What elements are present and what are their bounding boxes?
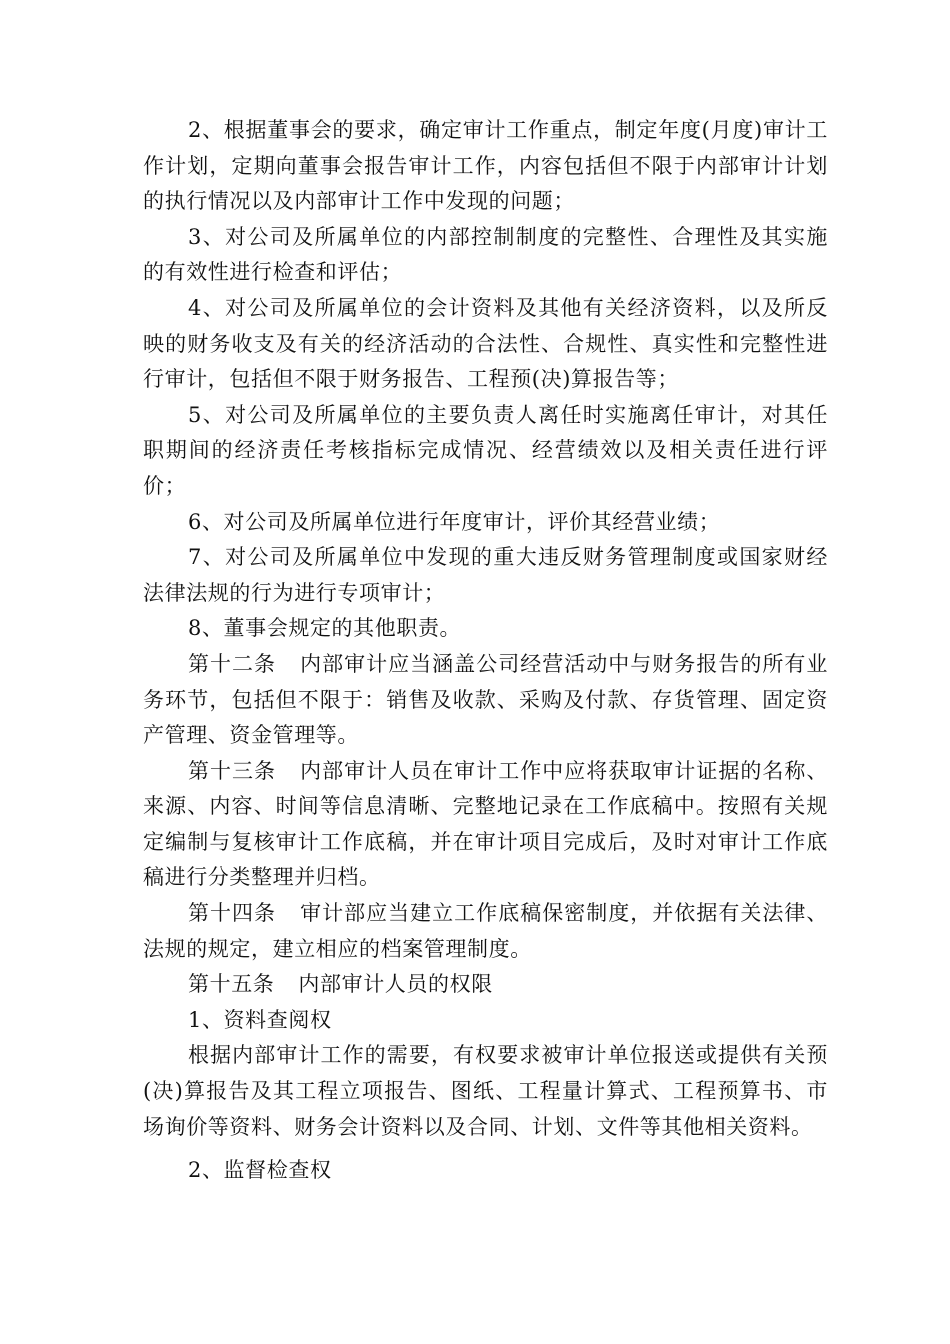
article-14-title: 第十四条 <box>188 901 277 926</box>
article-12 <box>143 647 828 754</box>
power-item-1-description: 根据内部审计工作的需要，有权要求被审计单位报送或提供有关预(决)算报告及其工程立项报告、图纸、工程量计算式、工程预算书、市场询价等资料、财务会计资料以及合同、计划、文件等其他相关资料。 <box>143 1043 828 1139</box>
article-13-text: 内部审计人员在审计工作中应将获取审计证据的名称、来源、内容、时间等信息清晰、完整地记录在工作底稿中。按照有关规定编制与复核审计工作底稿，并在审计项目完成后，及时对审计工作底稿进行分类整理并归档。 <box>143 758 828 890</box>
article-12-text: 内部审计应当涵盖公司经营活动中与财务报告的所有业务环节，包括但不限于：销售及收款、采购及付款、存货管理、固定资产管理、资金管理等。 <box>143 651 828 748</box>
article-15 <box>143 967 828 1003</box>
article-15-title: 第十五条 <box>188 972 275 997</box>
power-item-2-heading: 2、监督检查权 <box>188 1158 332 1183</box>
duty-item-7: 7、对公司及所属单位中发现的重大违反财务管理制度或国家财经法律法规的行为进行专项审计； <box>143 545 828 605</box>
duty-item-4: 4、对公司及所属单位的会计资料及其他有关经济资料，以及所反映的财务收支及有关的经济活动的合法性、合规性、真实性和完整性进行审计，包括但不限于财务报告、工程预(决)算报告等； <box>143 295 828 392</box>
article-13-title: 第十三条 <box>188 758 277 783</box>
article-14-text: 审计部应当建立工作底稿保密制度，并依据有关法律、法规的规定，建立相应的档案管理制度。 <box>143 901 828 961</box>
duty-item-5: 5、对公司及所属单位的主要负责人离任时实施离任审计，对其任职期间的经济责任考核指标完成情况、经营绩效以及相关责任进行评价； <box>143 402 828 498</box>
duty-item-6: 6、对公司及所属单位进行年度审计，评价其经营业绩； <box>188 509 721 534</box>
article-15-text: 内部审计人员的权限 <box>298 972 493 997</box>
article-12-title: 第十二条 <box>188 651 277 676</box>
duty-item-2: 2、根据董事会的要求，确定审计工作重点，制定年度(月度)审计工作计划，定期向董事会报告审计工作，内容包括但不限于内部审计计划的执行情况以及内部审计工作中发现的问题； <box>143 118 828 214</box>
duty-item-3: 3、对公司及所属单位的内部控制制度的完整性、合理性及其实施的有效性进行检查和评估； <box>143 224 828 285</box>
duty-item-8: 8、董事会规定的其他职责。 <box>188 616 462 641</box>
document-body <box>143 113 828 1189</box>
article-14 <box>143 896 828 967</box>
article-13 <box>143 754 828 896</box>
power-item-1-heading: 1、资料查阅权 <box>188 1007 332 1032</box>
